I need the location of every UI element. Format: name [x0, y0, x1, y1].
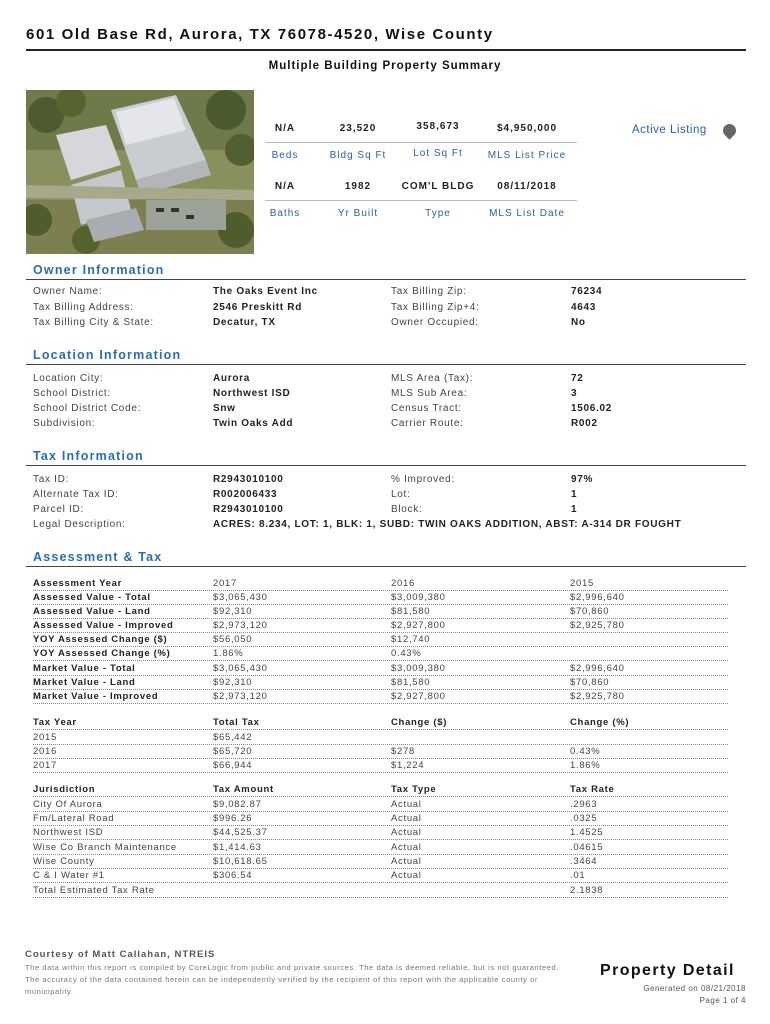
cell: 1.86% [570, 760, 601, 771]
list-date-label: MLS List Date [489, 208, 565, 219]
page-subtitle: Multiple Building Property Summary [268, 60, 502, 72]
lot-value: 1 [571, 489, 578, 500]
cell: $996.26 [213, 813, 253, 824]
table-row [33, 647, 728, 661]
tax-id-value: R2943010100 [213, 474, 284, 485]
cell: $92,310 [213, 677, 253, 688]
mls-area-label: MLS Area (Tax): [391, 373, 474, 384]
row-label: 2016 [33, 746, 57, 757]
cell: $3,009,380 [391, 592, 446, 603]
cell: $1,414.63 [213, 842, 262, 853]
row-label: YOY Assessed Change ($) [33, 634, 168, 645]
table-row [33, 676, 728, 690]
alt-tax-id-value: R002006433 [213, 489, 278, 500]
row-label: Market Value - Land [33, 677, 136, 688]
location-city-value: Aurora [213, 373, 250, 384]
column-header: Tax Amount [213, 784, 274, 795]
row-label: Assessed Value - Improved [33, 620, 174, 631]
column-header: Total Tax [213, 717, 260, 728]
list-price-value: $4,950,000 [496, 123, 558, 134]
table-row [33, 869, 728, 883]
section-divider [26, 279, 746, 280]
table-row [33, 855, 728, 869]
billing-zip4-label: Tax Billing Zip+4: [391, 302, 480, 313]
table-row [33, 745, 728, 759]
pct-improved-label: % Improved: [391, 474, 455, 485]
row-label: Wise Co Branch Maintenance [33, 842, 177, 853]
cell: $1,224 [391, 760, 425, 771]
stats-divider [265, 142, 577, 143]
owner-occupied-value: No [571, 317, 586, 328]
cell: $9,082.87 [213, 799, 262, 810]
cell: $3,009,380 [391, 663, 446, 674]
owner-section-heading: Owner Information [33, 263, 165, 277]
billing-zip-value: 76234 [571, 286, 603, 297]
cell: Actual [391, 856, 422, 867]
list-price-label: MLS List Price [487, 150, 567, 161]
cell: $2,996,640 [570, 663, 625, 674]
billing-address-value: 2546 Preskitt Rd [213, 302, 303, 313]
table-row [33, 619, 728, 633]
tax-section-heading: Tax Information [33, 449, 144, 463]
census-tract-value: 1506.02 [571, 403, 613, 414]
lot-sqft-label: Lot Sq Ft [413, 148, 463, 159]
school-code-label: School District Code: [33, 403, 142, 414]
row-label: Market Value - Total [33, 663, 136, 674]
cell: .0325 [570, 813, 598, 824]
cell: $2,927,800 [391, 620, 446, 631]
table-row [33, 841, 728, 855]
title-divider [26, 49, 746, 51]
cell: Actual [391, 813, 422, 824]
column-header: Change (%) [570, 717, 630, 728]
lot-sqft-value: 358,673 [416, 121, 460, 132]
column-header: Tax Rate [570, 784, 615, 795]
location-section-heading: Location Information [33, 348, 182, 362]
cell: $2,925,780 [570, 620, 625, 631]
cell: $65,720 [213, 746, 253, 757]
report-title: Property Detail [600, 962, 735, 979]
billing-address-label: Tax Billing Address: [33, 302, 134, 313]
billing-city-value: Decatur, TX [213, 317, 276, 328]
type-label: Type [425, 208, 451, 219]
billing-zip-label: Tax Billing Zip: [391, 286, 467, 297]
alt-tax-id-label: Alternate Tax ID: [33, 489, 119, 500]
generated-date: Generated on 08/21/2018 [643, 984, 746, 993]
disclaimer-text: The data within this report is compiled by CoreLogic from public and private sources. The data is deemed reliable, but is not guaranteed. The accuracy of the data contained herein can be independently verified by the recipient of this report with the applicable county or municipality. [25, 963, 559, 996]
cell: 1.4525 [570, 827, 604, 838]
cell: $56,050 [213, 634, 253, 645]
table-row [33, 605, 728, 619]
mls-area-value: 72 [571, 373, 584, 384]
billing-zip4-value: 4643 [571, 302, 597, 313]
cell: $10,618.65 [213, 856, 268, 867]
subdivision-value: Twin Oaks Add [213, 418, 294, 429]
year-built-label: Yr Built [337, 208, 379, 219]
map-pin-icon [720, 121, 738, 139]
baths-label: Baths [269, 208, 301, 219]
table-row [33, 759, 728, 773]
block-label: Block: [391, 504, 423, 515]
row-label: Assessed Value - Land [33, 606, 151, 617]
stats-row-1 [265, 120, 577, 170]
carrier-route-value: R002 [571, 418, 598, 429]
table-header-row [33, 783, 728, 797]
carrier-route-label: Carrier Route: [391, 418, 464, 429]
block-value: 1 [571, 504, 578, 515]
cell: 1.86% [213, 648, 244, 659]
location-city-label: Location City: [33, 373, 104, 384]
row-label: City Of Aurora [33, 799, 103, 810]
owner-name-label: Owner Name: [33, 286, 103, 297]
section-divider [26, 465, 746, 466]
cell: $306.54 [213, 870, 253, 881]
row-label: Total Estimated Tax Rate [33, 885, 155, 896]
type-value: COM'L BLDG [401, 181, 475, 192]
cell: $12,740 [391, 634, 431, 645]
owner-occupied-label: Owner Occupied: [391, 317, 479, 328]
table-row [33, 690, 728, 704]
cell: Actual [391, 842, 422, 853]
cell: $70,860 [570, 606, 610, 617]
column-header: Jurisdiction [33, 784, 96, 795]
bldg-sqft-label: Bldg Sq Ft [329, 150, 387, 161]
row-label: YOY Assessed Change (%) [33, 648, 171, 659]
cell: Actual [391, 799, 422, 810]
beds-label: Beds [271, 150, 299, 161]
cell: .04615 [570, 842, 604, 853]
parcel-id-label: Parcel ID: [33, 504, 84, 515]
page-number: Page 1 of 4 [699, 996, 746, 1005]
row-label: 2017 [33, 760, 57, 771]
courtesy-credit: Courtesy of Matt Callahan, NTREIS [25, 949, 216, 960]
cell: $3,065,430 [213, 592, 268, 603]
cell: $278 [391, 746, 415, 757]
table-row [33, 826, 728, 840]
tax-id-label: Tax ID: [33, 474, 70, 485]
lot-label: Lot: [391, 489, 411, 500]
column-header: Tax Year [33, 717, 77, 728]
cell: 0.43% [570, 746, 601, 757]
column-header: Change ($) [391, 717, 448, 728]
legal-description-value: ACRES: 8.234, LOT: 1, BLK: 1, SUBD: TWIN OAKS ADDITION, ABST: A-314 DR FOUGHT [213, 519, 682, 530]
school-district-label: School District: [33, 388, 111, 399]
row-label: Assessment Year [33, 578, 123, 589]
legal-description-label: Legal Description: [33, 519, 126, 530]
cell: 0.43% [391, 648, 422, 659]
cell: $2,927,800 [391, 691, 446, 702]
school-district-value: Northwest ISD [213, 388, 291, 399]
row-label: C & I Water #1 [33, 870, 105, 881]
row-label: Assessed Value - Total [33, 592, 151, 603]
cell: .01 [570, 870, 586, 881]
cell: 2.1838 [570, 885, 604, 896]
cell: $2,925,780 [570, 691, 625, 702]
table-row [33, 798, 728, 812]
cell: $81,580 [391, 606, 431, 617]
cell: $92,310 [213, 606, 253, 617]
mls-subarea-value: 3 [571, 388, 578, 399]
cell: $2,973,120 [213, 620, 268, 631]
row-label: Fm/Lateral Road [33, 813, 115, 824]
cell: 2016 [391, 578, 415, 589]
census-tract-label: Census Tract: [391, 403, 462, 414]
row-label: Market Value - Improved [33, 691, 159, 702]
cell: .2963 [570, 799, 598, 810]
pct-improved-value: 97% [571, 474, 594, 485]
cell: 2017 [213, 578, 237, 589]
property-aerial-photo [26, 90, 254, 254]
owner-name-value: The Oaks Event Inc [213, 286, 318, 297]
table-row [33, 591, 728, 605]
cell: .3464 [570, 856, 598, 867]
column-header: Tax Type [391, 784, 437, 795]
table-row [33, 577, 728, 591]
cell: 2015 [570, 578, 594, 589]
cell: $70,860 [570, 677, 610, 688]
beds-value: N/A [274, 123, 296, 134]
table-row [33, 731, 728, 745]
cell: $65,442 [213, 732, 253, 743]
row-label: Northwest ISD [33, 827, 104, 838]
baths-value: N/A [274, 181, 296, 192]
cell: $66,944 [213, 760, 253, 771]
table-row [33, 662, 728, 676]
section-divider [26, 364, 746, 365]
listing-status: Active Listing [632, 124, 707, 136]
cell: $81,580 [391, 677, 431, 688]
subdivision-label: Subdivision: [33, 418, 96, 429]
parcel-id-value: R2943010100 [213, 504, 284, 515]
list-date-value: 08/11/2018 [497, 181, 557, 192]
table-row [33, 633, 728, 647]
year-built-value: 1982 [344, 181, 372, 192]
row-label: 2015 [33, 732, 57, 743]
cell: $3,065,430 [213, 663, 268, 674]
stats-row-2 [265, 178, 577, 228]
cell: $2,973,120 [213, 691, 268, 702]
section-divider [26, 566, 746, 567]
row-label: Wise County [33, 856, 95, 867]
billing-city-label: Tax Billing City & State: [33, 317, 154, 328]
cell: Actual [391, 870, 422, 881]
table-row [33, 812, 728, 826]
assessment-section-heading: Assessment & Tax [33, 550, 163, 564]
stats-divider [265, 200, 577, 201]
mls-subarea-label: MLS Sub Area: [391, 388, 468, 399]
bldg-sqft-value: 23,520 [339, 123, 377, 134]
page-title: 601 Old Base Rd, Aurora, TX 76078-4520, Wise County [26, 26, 494, 43]
cell: $2,996,640 [570, 592, 625, 603]
table-header-row [33, 716, 728, 730]
cell: $44,525.37 [213, 827, 268, 838]
table-row [33, 884, 728, 898]
cell: Actual [391, 827, 422, 838]
school-code-value: Snw [213, 403, 236, 414]
